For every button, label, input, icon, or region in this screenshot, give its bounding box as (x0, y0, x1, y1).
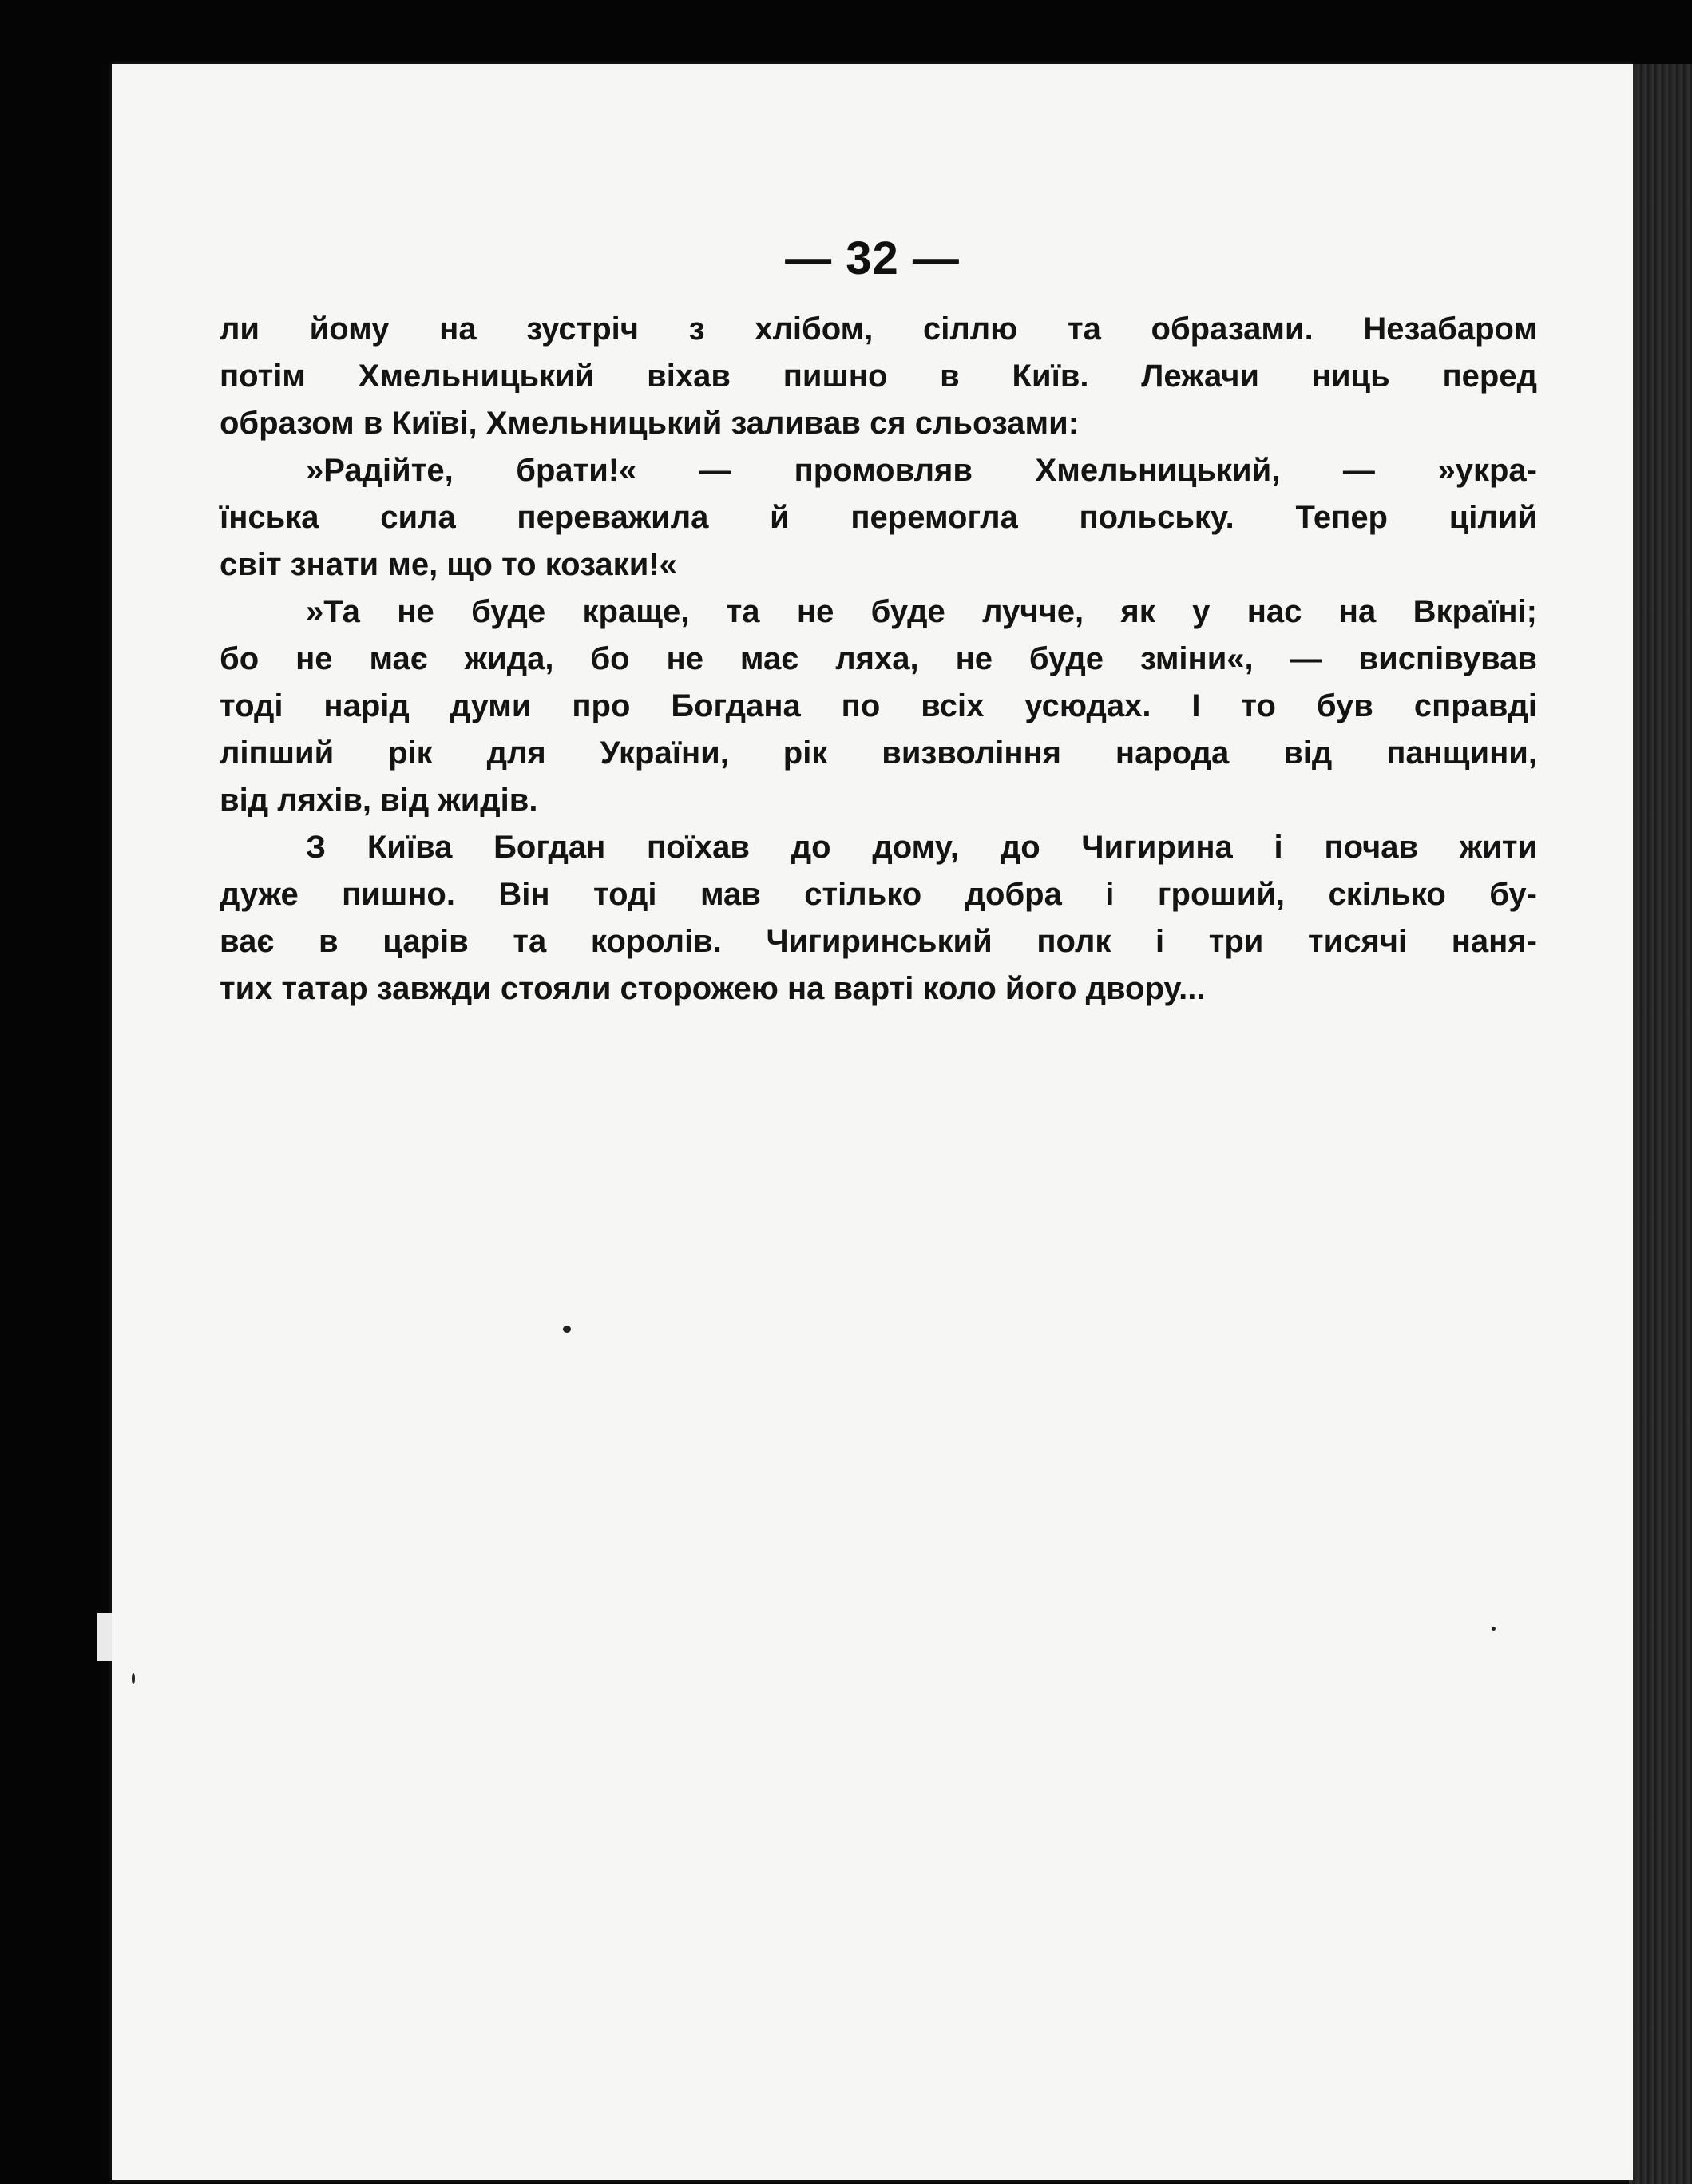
text-line: тоді нарід думи про Богдана по всіх усюдах. І то був справді (220, 688, 1537, 723)
text-line: бо не має жида, бо не має ляха, не буде зміни«, — виспівував (220, 641, 1537, 676)
page-edge-mark (97, 1613, 112, 1661)
paragraph-3 (220, 589, 1537, 824)
ink-speck (1492, 1627, 1496, 1631)
book-edge (1629, 64, 1692, 2184)
ink-speck (132, 1673, 135, 1684)
text-line: від ляхів, від жидів. (220, 783, 538, 818)
text-line: ліпший рік для України, рік визвоління народа від панщини, (220, 735, 1537, 771)
page-number: — 32 — (785, 232, 960, 284)
text-line: »Та не буде краще, та не буде лучче, як у нас на Вкраїні; (306, 594, 1537, 629)
text-line: образом в Київі, Хмельницький заливав ся сльозами: (220, 406, 1080, 441)
text-line: потім Хмельницький віхав пишно в Київ. Лежачи ниць перед (220, 359, 1537, 394)
text-line: світ знати ме, що то козаки!« (220, 547, 677, 582)
text-line: »Радійте, брати!« — промовляв Хмельницький, — »укра- (306, 453, 1537, 488)
ink-speck (563, 1326, 571, 1333)
document-page (112, 64, 1633, 2180)
text-line: дуже пишно. Він тоді мав стілько добра і гроший, скілько бу- (220, 877, 1537, 912)
paragraph-2 (220, 447, 1537, 589)
text-line: ли йому на зустріч з хлібом, сіллю та образами. Незабаром (220, 311, 1537, 347)
body-text (220, 306, 1537, 1013)
text-line: тих татар завжди стояли сторожею на варті коло його двору... (220, 971, 1206, 1006)
paragraph-1 (220, 306, 1537, 447)
text-line: ває в царів та королів. Чигиринський полк і три тисячі наня- (220, 924, 1537, 959)
text-line: З Київа Богдан поїхав до дому, до Чигирина і почав жити (306, 830, 1537, 865)
paragraph-4 (220, 824, 1537, 1013)
text-line: їнська сила переважила й перемогла польську. Тепер цілий (220, 500, 1537, 535)
